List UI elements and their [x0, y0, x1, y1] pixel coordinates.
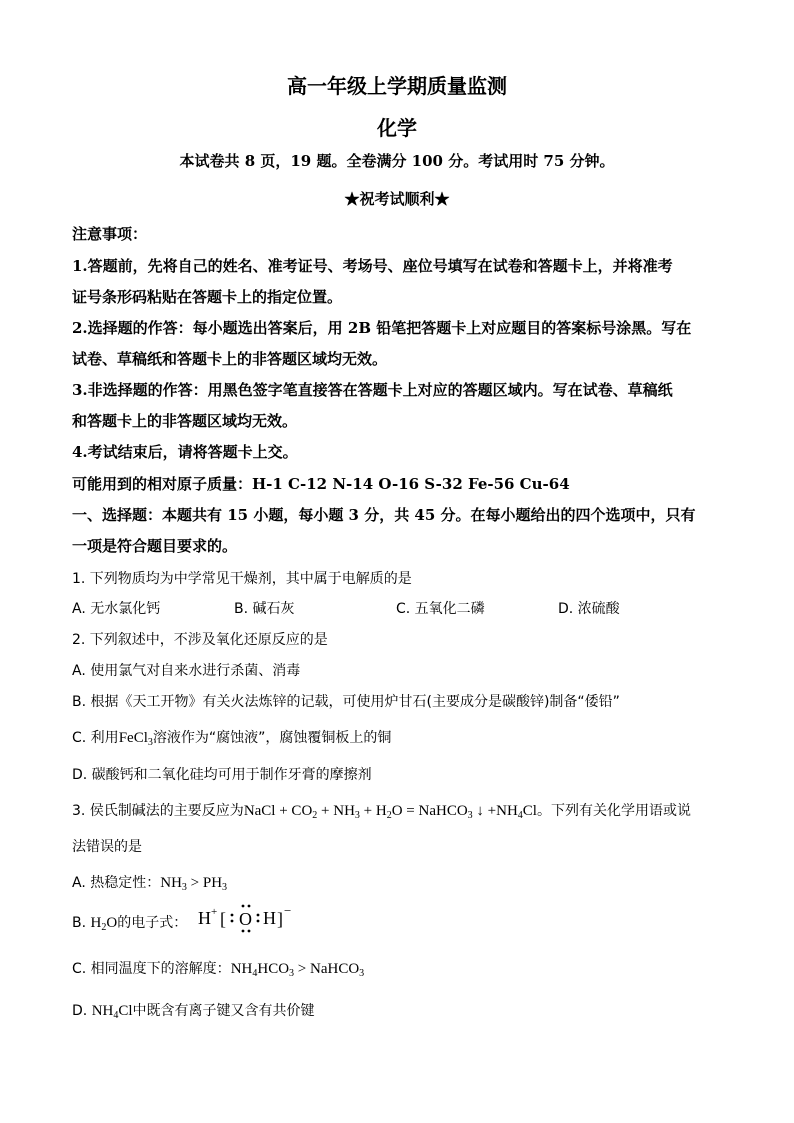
- notes-heading: 注意事项：: [72, 225, 148, 243]
- section-1-line-1: 一、选择题：本题共有 15 小题，每小题 3 分，共 45 分。在每小题给出的四个选项中，只有: [72, 506, 696, 524]
- q2-option-a: A. 使用氯气对自来水进行杀菌、消毒: [72, 663, 301, 679]
- svg-text:H: H: [263, 908, 276, 928]
- q3-option-d-prefix: D.: [72, 1003, 92, 1019]
- q3-stem-prefix: 3. 侯氏制碱法的主要反应为: [72, 803, 244, 819]
- q2-option-c-suffix: 溶液作为“腐蚀液”，腐蚀覆铜板上的铜: [152, 730, 392, 746]
- q3-stem-suffix: 。下列有关化学用语或说: [536, 803, 691, 819]
- q1-stem: 1. 下列物质均为中学常见干燥剂，其中属于电解质的是: [72, 571, 412, 587]
- reaction-equation: NaCl + $CO_2 + NH_3 + H_2O$ = NaHCO$_3$ ↓ $+NH_4Cl$: [243, 803, 537, 821]
- h2o-electron-formula-icon: [196, 902, 306, 936]
- q1-option-c: C. 五氧化二磷: [396, 601, 485, 617]
- note-1-line-1: 1.答题前，先将自己的姓名、准考证号、考场号、座位号填写在试卷和答题卡上，并将准考: [72, 257, 673, 275]
- q3-option-c-prefix: C. 相同温度下的溶解度：: [72, 961, 231, 977]
- q3-option-d-suffix: 中既含有离子键又含有共价键: [132, 1003, 315, 1019]
- nh4cl-formula: $NH_4Cl$: [91, 1003, 133, 1021]
- exam-info: 本试卷共 8 页，19 题。全卷满分 100 分。考试用时 75 分钟。: [179, 152, 615, 170]
- q3-option-d: [72, 1000, 315, 1020]
- note-1-line-2: 证号条形码粘贴在答题卡上的指定位置。: [72, 288, 343, 306]
- q1-option-a: A. 无水氯化钙: [72, 601, 161, 617]
- thermal-stability-expr: $NH_3 > PH_3$: [160, 875, 228, 893]
- good-luck-line: ★祝考试顺利★: [344, 190, 450, 208]
- note-2-line-1: 2.选择题的作答：每小题选出答案后，用 2B 铅笔把答题卡上对应题目的答案标号涂黑。写在: [72, 319, 692, 337]
- note-3-line-2: 和答题卡上的非答题区域均无效。: [72, 412, 298, 430]
- q3-stem: [72, 800, 691, 820]
- note-4: 4.考试结束后，请将答题卡上交。: [72, 443, 298, 461]
- subject-title: 化学: [377, 116, 417, 140]
- q3-option-a-prefix: A. 热稳定性：: [72, 875, 161, 891]
- q2-option-b: B. 根据《天工开物》有关火法炼锌的记载，可使用炉甘石(主要成分是碳酸锌)制备“倭铅”: [72, 694, 620, 710]
- note-3-line-1: 3.非选择题的作答：用黑色签字笔直接答在答题卡上对应的答题区域内。写在试卷、草稿纸: [72, 381, 673, 399]
- q3-option-b-prefix: B.: [72, 915, 91, 931]
- svg-text:+: +: [211, 906, 218, 918]
- q2-option-c: [72, 727, 391, 747]
- svg-text:]: ]: [277, 909, 283, 929]
- q2-option-d: D. 碳酸钙和二氧化硅均可用于制作牙膏的摩擦剂: [72, 767, 372, 783]
- q3-option-b: [72, 903, 292, 933]
- q3-stem-line-2: 法错误的是: [72, 839, 142, 855]
- q2-stem: 2. 下列叙述中，不涉及氧化还原反应的是: [72, 632, 328, 648]
- q3-option-b-middle: 的电子式：: [117, 915, 188, 931]
- q1-option-d: D. 浓硫酸: [558, 601, 620, 617]
- svg-text:H: H: [198, 908, 211, 928]
- q3-option-c: [72, 958, 364, 978]
- note-2-line-2: 试卷、草稿纸和答题卡上的非答题区域均无效。: [72, 350, 388, 368]
- svg-text:−: −: [284, 903, 292, 918]
- solubility-expr: $NH_4HCO_3$ > NaHCO$_3$: [230, 961, 365, 979]
- exam-title: 高一年级上学期质量监测: [287, 74, 507, 98]
- q3-option-a: [72, 872, 227, 892]
- svg-text:O: O: [239, 909, 252, 929]
- section-1-line-2: 一项是符合题目要求的。: [72, 537, 238, 555]
- q2-option-c-prefix: C. 利用: [72, 730, 119, 746]
- atomic-masses: 可能用到的相对原子质量：H-1 C-12 N-14 O-16 S-32 Fe-56 Cu-64: [72, 475, 570, 493]
- q1-option-b: B. 碱石灰: [234, 601, 295, 617]
- svg-text:[: [: [220, 909, 226, 929]
- fecl3-formula: FeCl$_3$: [118, 730, 153, 748]
- h2o-formula: $H_2O$: [90, 915, 118, 933]
